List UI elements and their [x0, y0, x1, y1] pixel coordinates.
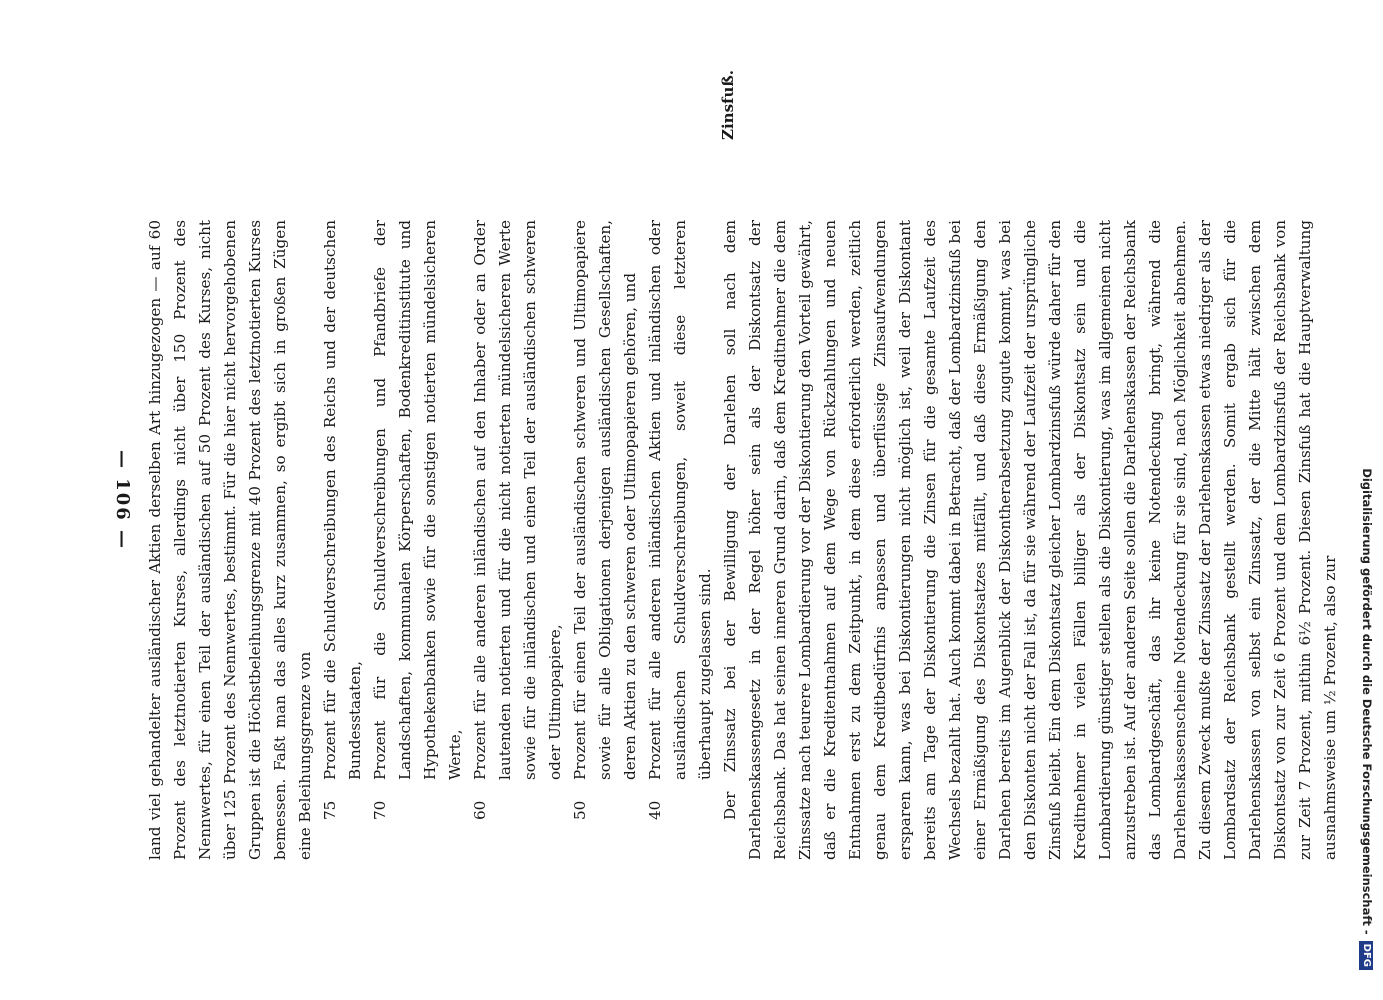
text-block	[143, 220, 1343, 860]
margin-note: Zinsfuß.	[719, 70, 737, 140]
list-item-percent: 60	[471, 800, 489, 820]
list-item-percent: 70	[371, 800, 389, 820]
list-item-text: Prozent für alle anderen inländischen auf den Inhaber oder an Order lautenden notierten und für die nicht notierten mündelsicheren Werte sowie für die inländischen und einen Teil der ausländischen schweren oder Ultimopapiere,	[471, 220, 564, 780]
list-item-percent: 40	[646, 800, 664, 820]
list-item-text: Prozent für die Schuldverschreibungen des Reichs und der deutschen Bundesstaaten,	[321, 220, 364, 780]
list-item	[643, 220, 718, 860]
dfg-logo: DFG	[1360, 941, 1374, 970]
beleihung-list	[318, 220, 718, 860]
list-item	[368, 220, 468, 860]
list-item-percent: 75	[321, 800, 339, 820]
list-item-percent: 50	[571, 800, 589, 820]
digitization-credit	[1355, 10, 1379, 990]
list-item	[318, 220, 368, 860]
list-item-text: Prozent für einen Teil der ausländischen schweren und Ultimopapiere sowie für alle Obligationen derjenigen ausländischen Gesellschaften, deren Aktien zu den schweren oder Ultimopapieren gehören, und	[571, 220, 639, 780]
list-item	[468, 220, 568, 860]
list-item-text: Prozent für die Schuldverschreibungen und Pfandbriefe der Landschaften, kommunalen Körperschaften, Bodenkreditinstitute und Hypothekenbanken sowie für die sonstigen notierten mündelsicheren Werte,	[371, 220, 464, 780]
paragraph-lead: land viel gehandelter ausländischer Aktien derselben Art hinzugezogen — auf 60 Prozent des letztnotierten Kurses, allerdings nicht über 150 Prozent des Nennwertes, für einen Teil der ausländischen auf 50 Prozent des Kurses, nicht über 125 Prozent des Nennwertes, bestimmt. Für die hier nicht hervorgehobenen Gruppen ist die Höchstbeleihungsgrenze mit 40 Prozent des letztnotierten Kurses bemessen. Faßt man das alles kurz zusammen, so ergibt sich in großen Zügen eine Beleihungsgrenze von	[146, 220, 314, 860]
credit-text: Digitalisierung gefördert durch die Deutsche Forschungsgemeinschaft -	[1360, 468, 1374, 935]
list-item	[568, 220, 643, 860]
list-item-text: Prozent für alle anderen inländischen Aktien und inländischen oder ausländischen Schuldverschreibungen, soweit diese letzteren überhaupt zugelassen sind.	[646, 220, 714, 780]
page-number: — 106 —	[112, 449, 133, 551]
paragraph-main: Der Zinssatz bei der Bewilligung der Darlehen soll nach dem Darlehenskassengesetz in der Regel höher sein als der Diskontsatz der Reichsbank. Das hat seinen inneren Grund darin, daß dem Kreditnehmer die dem Zinssatze nach teurere Lombardierung vor der Diskontierung den Vorteil gewährt, daß er die Kreditentnahmen auf dem Wege von Rückzahlungen und neuen Entnahmen erst zu dem Zeitpunkt, in dem diese erforderlich werden, zeitlich genau dem Kreditbedürfnis anpassen und überflüssige Zinsaufwendungen ersparen kann, was bei Diskontierungen nicht möglich ist, weil der Diskontant bereits am Tage der Diskontierung die Zinsen für die gesamte Laufzeit des Wechsels bezahlt hat. Auch kommt dabei in Betracht, daß der Lombardzinsfuß bei einer Ermäßigung des Diskontsatzes mitfällt, und daß diese Ermäßigung den Darlehen bereits im Augenblick der Diskontherabsetzung zugute kommt, was bei den Diskonten nicht der Fall ist, da für sie während der Laufzeit der ursprüngliche Zinsfuß bleibt. Ein dem Diskontsatz gleicher Lombardzinsfuß würde daher für den Kreditnehmer in vielen Fällen billiger als der Diskontsatz sein und die Lombardierung günstiger stellen als die Diskontierung, was im allgemeinen nicht anzustreben ist. Auf der anderen Seite sollen die Darlehenskassen der Reichsbank das Lombardgeschäft, das ihr keine Notendeckung bringt, während die Darlehenskassenscheine Notendeckung für sie sind, nach Möglichkeit abnehmen. Zu diesem Zweck mußte der Zinssatz der Darlehenskassen etwas niedriger als der Lombardsatz der Reichsbank gestellt werden. Somit ergab sich für die Darlehenskassen von selbst ein Zinssatz, der die Mitte hält zwischen dem Diskontsatz von zur Zeit 6 Prozent und dem Lombardzinsfuß der Reichsbank von zur Zeit 7 Prozent, mithin 6½ Prozent. Diesen Zinsfuß hat die Hauptverwaltung ausnahmsweise um ½ Prozent, also zur	[721, 220, 1339, 860]
